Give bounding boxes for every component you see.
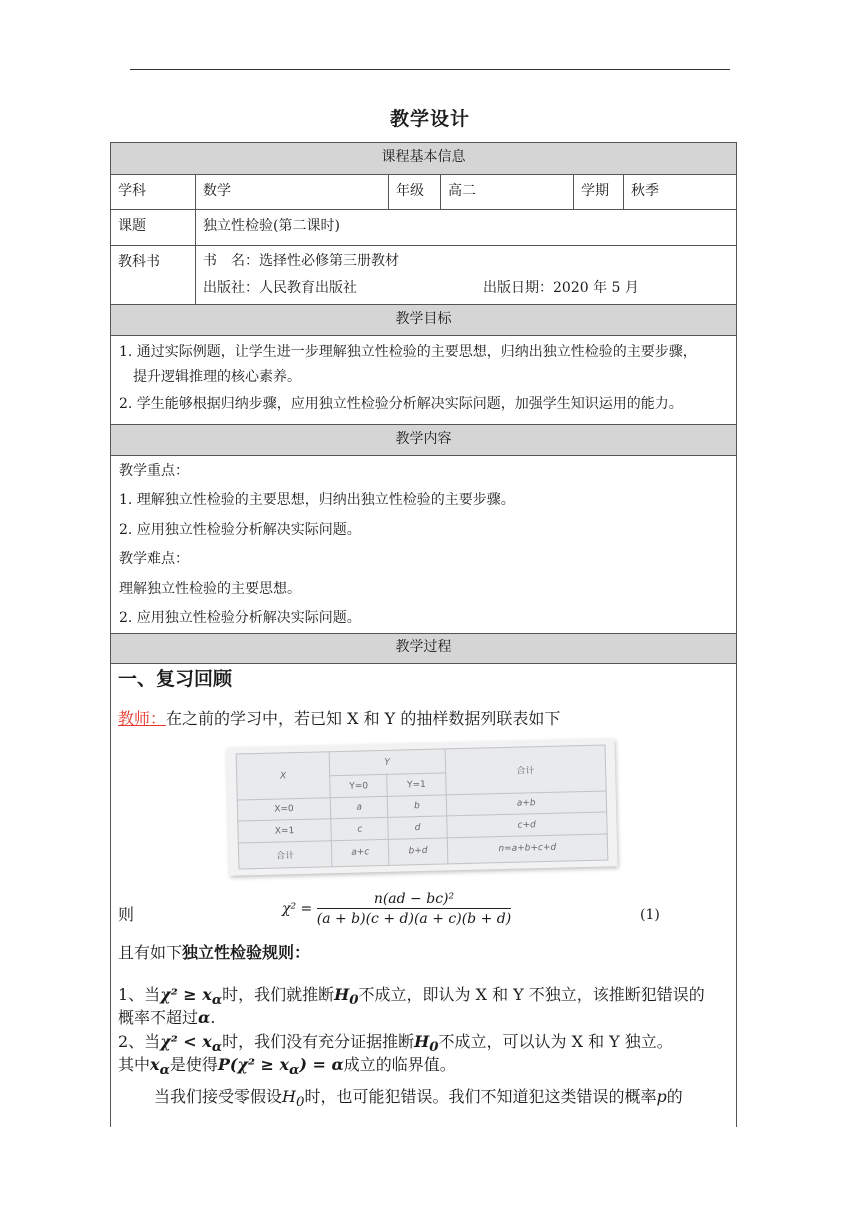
objectives-header — [111, 305, 736, 336]
textbook-label: 教科书 — [111, 246, 196, 304]
where-sub: α — [159, 1062, 170, 1079]
x-header: X — [236, 752, 330, 800]
formula-numerator: n(ad − bc)² — [317, 891, 511, 909]
grade-label: 年级 — [389, 175, 441, 209]
table-cell: 合计 — [238, 840, 332, 869]
subject-label: 学科 — [111, 175, 196, 209]
book-name-line: 书 名：选择性必修第三册教材 — [203, 253, 399, 269]
publisher-line — [203, 275, 729, 302]
where-prefix: 其中 — [118, 1055, 151, 1074]
last-prefix: 当我们接受零假设 — [154, 1087, 283, 1106]
basic-info-header — [111, 143, 736, 175]
content-header — [111, 425, 736, 456]
process-header-label: 教学过程 — [395, 639, 452, 655]
textbook-row — [111, 246, 736, 305]
objective-1: 1. 通过实际例题，让学生进一步理解独立性检验的主要思想，归纳出独立性检验的主要步骤， — [119, 344, 697, 360]
rule2-sub: α — [211, 1039, 223, 1056]
rule2-end: 不成立，可以认为 X 和 Y 独立。 — [438, 1032, 673, 1051]
formula-number: (1) — [640, 907, 660, 923]
rule1-sub: α — [211, 992, 223, 1009]
table-cell: c+d — [446, 812, 607, 837]
rule1-prefix: 1、当 — [118, 985, 161, 1004]
intro-text: 在之前的学习中，若已知 X 和 Y 的抽样数据列联表如下 — [166, 709, 561, 728]
basic-info-header-label: 课程基本信息 — [381, 149, 466, 165]
key-point-2: 2. 应用独立性检验分析解决实际问题。 — [119, 522, 361, 538]
term-label: 学期 — [574, 175, 624, 209]
table-cell: a+b — [446, 791, 607, 816]
rule2-hsub: 0 — [429, 1039, 439, 1056]
key-points-label: 教学重点： — [119, 463, 189, 479]
rule-2 — [118, 1032, 673, 1057]
teacher-label: 教师： — [118, 709, 167, 728]
document-title: 教学设计 — [389, 108, 470, 130]
last-hsub: 0 — [295, 1095, 305, 1111]
last-h: H — [282, 1087, 296, 1106]
rule-1 — [118, 985, 705, 1010]
where-p: P(χ² ≥ x — [217, 1055, 290, 1074]
total-header: 合计 — [445, 745, 607, 795]
table-cell: d — [388, 816, 447, 839]
topic-row — [111, 210, 736, 246]
where-p2: ) = α — [299, 1055, 344, 1074]
rule1-hsub: 0 — [349, 992, 359, 1009]
last-mid: 时，也可能犯错误。我们不知道犯这类错误的概率 — [304, 1087, 657, 1106]
textbook-details — [196, 246, 736, 304]
last-end: 的 — [666, 1087, 683, 1106]
rule1-end: 不成立，即认为 X 和 Y 不独立，该推断犯错误的 — [358, 985, 705, 1004]
key-point-1: 1. 理解独立性检验的主要思想，归纳出独立性检验的主要步骤。 — [119, 492, 515, 508]
rule-bold: 独立性检验规则： — [182, 943, 311, 962]
formula-denominator: (a + b)(c + d)(a + c)(b + d) — [316, 911, 512, 927]
table-cell: X=0 — [237, 798, 330, 822]
rule1-dot: . — [210, 1008, 216, 1027]
header-rule — [130, 69, 730, 70]
rule2-prefix: 2、当 — [118, 1032, 161, 1051]
table-cell: a+c — [331, 839, 389, 867]
content-body — [111, 456, 736, 634]
objectives-header-label: 教学目标 — [395, 311, 452, 327]
rule1-line2: 概率不超过 — [118, 1008, 199, 1027]
term-value: 秋季 — [631, 183, 659, 199]
lesson-plan-table — [110, 142, 737, 1127]
table-cell: b+d — [389, 838, 448, 866]
then-label: 则 — [118, 905, 135, 924]
table-cell: n=a+b+c+d — [447, 834, 608, 864]
rule2-math: χ² < x — [160, 1032, 212, 1051]
objective-1-cont: 提升逻辑推理的核心素养。 — [133, 369, 301, 385]
objectives-body — [111, 336, 736, 425]
topic-value: 独立性检验(第二课时) — [203, 218, 340, 234]
critical-value-note — [118, 1055, 456, 1080]
publisher: 出版社：人民教育出版社 — [203, 280, 357, 296]
rule1-math: χ² ≥ x — [160, 985, 212, 1004]
rule-prefix: 且有如下 — [118, 943, 183, 962]
rule2-h: H — [414, 1032, 430, 1051]
difficulty-label: 教学难点： — [119, 551, 189, 567]
table-cell: b — [388, 795, 447, 818]
rule1-mid: 时，我们就推断 — [222, 985, 335, 1004]
difficulty-1: 理解独立性检验的主要思想。 — [119, 581, 301, 597]
rule-1-cont — [118, 1008, 215, 1028]
difficulty-2: 2. 应用独立性检验分析解决实际问题。 — [119, 610, 361, 626]
where-x: x — [150, 1055, 160, 1074]
chi-square-formula — [282, 891, 511, 927]
y0-header: Y=0 — [330, 774, 388, 797]
rule1-h: H — [334, 985, 350, 1004]
table-cell: c — [331, 818, 389, 841]
where-psub: α — [289, 1062, 300, 1079]
rule-intro — [118, 943, 310, 963]
last-p: p — [656, 1087, 667, 1106]
rule2-mid: 时，我们没有充分证据推断 — [222, 1032, 415, 1051]
y-header: Y — [329, 749, 445, 776]
teacher-intro — [118, 709, 560, 729]
where-end: 成立的临界值。 — [343, 1055, 456, 1074]
table-cell: a — [330, 796, 388, 819]
grade-value: 高二 — [441, 175, 574, 209]
process-header — [111, 634, 736, 664]
y1-header: Y=1 — [387, 773, 446, 796]
publish-date: 出版日期：2020 年 5 月 — [483, 280, 639, 296]
rule1-alpha: α — [198, 1008, 211, 1027]
objective-2: 2. 学生能够根据归纳步骤，应用独立性检验分析解决实际问题，加强学生知识运用的能力。 — [119, 396, 683, 412]
subject-row — [111, 175, 736, 210]
subject-value: 数学 — [196, 175, 389, 209]
null-hypothesis-note — [154, 1087, 683, 1113]
contingency-table — [236, 744, 609, 869]
table-cell: X=1 — [238, 819, 331, 843]
topic-label: 课题 — [111, 210, 196, 245]
section-title: 一、复习回顾 — [118, 668, 233, 690]
formula-lhs: χ² = — [282, 901, 313, 917]
where-mid: 是使得 — [169, 1055, 218, 1074]
contingency-table-image — [226, 738, 617, 875]
content-header-label: 教学内容 — [395, 431, 452, 447]
